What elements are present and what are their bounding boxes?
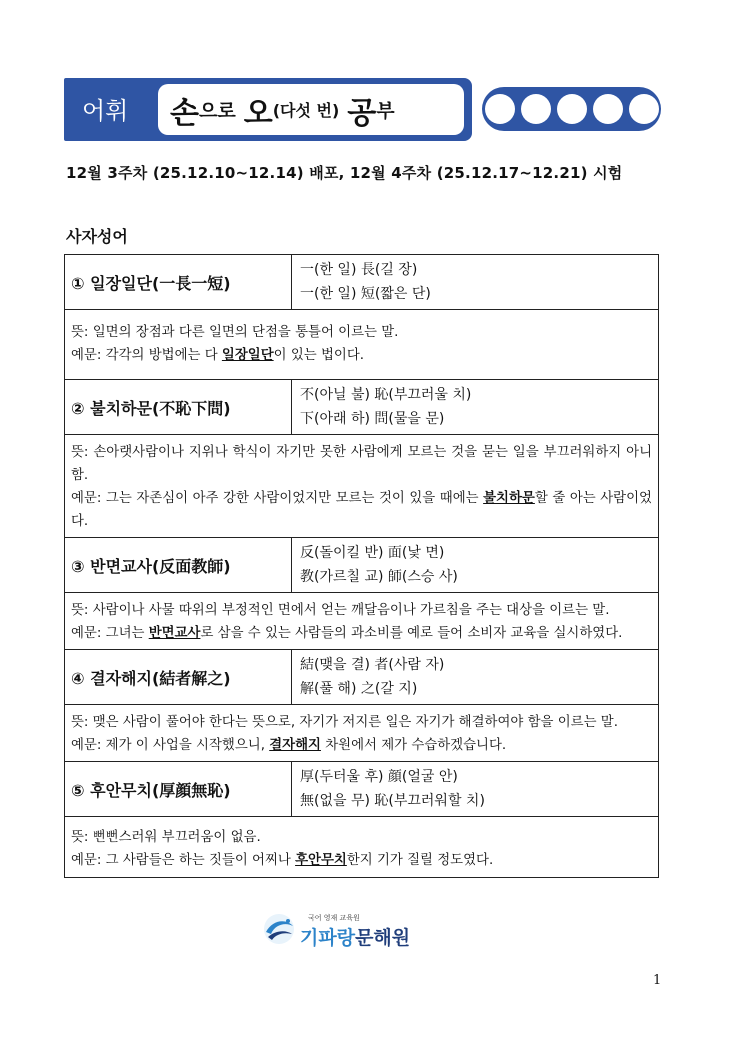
entry-example [71, 849, 652, 872]
dot-icon [629, 94, 659, 124]
entry-meaning: 뜻: 손아랫사람이나 지위나 학식이 자기만 못한 사람에게 모르는 것을 묻는 일을 부끄러워하지 아니함. [71, 445, 652, 483]
entry-meaning: 뜻: 맺은 사람이 풀어야 한다는 뜻으로, 자기가 저지른 일은 자기가 해결하여야 함을 이르는 말. [71, 715, 618, 730]
entry-hanja [292, 538, 658, 592]
title-char-3: 공 [347, 95, 377, 131]
example-text: 예문: 그녀는 [71, 626, 149, 641]
academy-logo [262, 908, 422, 948]
entry-example [71, 622, 652, 645]
logo-name [300, 923, 410, 950]
example-text: 예문: 각각의 방법에는 다 [71, 348, 222, 363]
example-text: 로 삼을 수 있는 사람들의 과소비를 예로 들어 소비자 교육을 실시하였다. [200, 626, 623, 641]
title-text-2: (다섯 번) [272, 101, 340, 120]
hanja-line: 一(한 일) 長(길 장) [300, 262, 418, 278]
banner-title [158, 84, 464, 135]
schedule-line: 12월 3주차 (25.12.10~12.14) 배포, 12월 4주차 (25.12.17~12.21) 시험 [66, 164, 623, 182]
entry-title: ③ 반면교사(反面教師) [65, 538, 292, 592]
entry-hanja [292, 650, 658, 704]
entry-head [65, 255, 658, 310]
example-text: 예문: 그는 자존심이 아주 강한 사람이었지만 모르는 것이 있을 때에는 [71, 491, 484, 506]
example-keyword: 결자해지 [269, 738, 321, 753]
entry-hanja [292, 380, 658, 434]
header-banner [64, 78, 472, 141]
entry-title: ② 불치하문(不恥下問) [65, 380, 292, 434]
title-char-1: 손 [170, 95, 199, 131]
example-keyword: 일장일단 [221, 348, 274, 363]
example-text: 차원에서 제가 수습하겠습니다. [320, 738, 507, 753]
idiom-table [64, 254, 659, 878]
example-keyword: 반면교사 [148, 626, 201, 641]
example-keyword: 후안무치 [295, 853, 347, 868]
example-text: 예문: 제가 이 사업을 시작했으니, [71, 738, 270, 753]
hanja-line: 下(아래 하) 問(물을 문) [300, 411, 445, 427]
entry-head [65, 380, 658, 435]
entry-example [71, 344, 652, 367]
entry-head [65, 762, 658, 817]
hanja-line: 反(돌이킬 반) 面(낯 면) [300, 545, 445, 561]
example-text: 할 줄 아는 사람이었다. [71, 491, 652, 529]
entry-hanja [292, 762, 658, 816]
dot-icon [485, 94, 515, 124]
hanja-line: 結(맺을 결) 者(사람 자) [300, 657, 445, 673]
entry-body [65, 817, 658, 877]
hanja-line: 無(없을 무) 恥(부끄러워할 치) [300, 793, 485, 809]
entry-example [71, 487, 652, 533]
example-text: 한지 기가 질릴 정도였다. [346, 853, 494, 868]
entry-title: ⑤ 후안무치(厚顔無恥) [65, 762, 292, 816]
entry-body [65, 593, 658, 650]
banner-label: 어휘 [82, 97, 129, 125]
entry-meaning: 뜻: 사람이나 사물 따위의 부정적인 면에서 얻는 깨달음이나 가르침을 주는 대상을 이르는 말. [71, 603, 610, 618]
entry-body [65, 310, 658, 380]
hanja-line: 解(풀 해) 之(갈 지) [300, 681, 418, 697]
entry-title: ① 일장일단(一長一短) [65, 255, 292, 309]
hanja-line: 不(아닐 불) 恥(부끄러울 치) [300, 387, 472, 403]
entry-example [71, 734, 652, 757]
hanja-line: 一(한 일) 短(짧은 단) [300, 286, 431, 302]
title-text-3: 부 [376, 100, 395, 122]
logo-name-part2: 문해원 [355, 927, 411, 949]
title-text-1: 으로 [198, 100, 236, 122]
entry-head [65, 538, 658, 593]
wave-logo-icon [262, 912, 296, 946]
dots-decoration [482, 87, 661, 131]
entry-meaning: 뜻: 일면의 장점과 다른 일면의 단점을 통틀어 이르는 말. [71, 325, 399, 340]
hanja-line: 教(가르칠 교) 師(스승 사) [300, 569, 458, 585]
example-text: 이 있는 법이다. [273, 348, 365, 363]
entry-body [65, 435, 658, 538]
dot-icon [593, 94, 623, 124]
page-number: 1 [653, 973, 662, 988]
entry-meaning: 뜻: 뻔뻔스러워 부끄러움이 없음. [71, 830, 261, 845]
dot-icon [557, 94, 587, 124]
entry-head [65, 650, 658, 705]
title-char-2: 오 [243, 95, 273, 131]
logo-tagline: 국어 영재 교육원 [308, 914, 360, 922]
example-text: 예문: 그 사람들은 하는 짓들이 어찌나 [71, 853, 296, 868]
entry-title: ④ 결자해지(結者解之) [65, 650, 292, 704]
entry-body [65, 705, 658, 762]
example-keyword: 불치하문 [483, 491, 535, 506]
dot-icon [521, 94, 551, 124]
section-title: 사자성어 [66, 227, 128, 246]
entry-hanja [292, 255, 658, 309]
logo-name-part1: 기파랑 [300, 927, 356, 949]
hanja-line: 厚(두터울 후) 顔(얼굴 안) [300, 769, 458, 785]
